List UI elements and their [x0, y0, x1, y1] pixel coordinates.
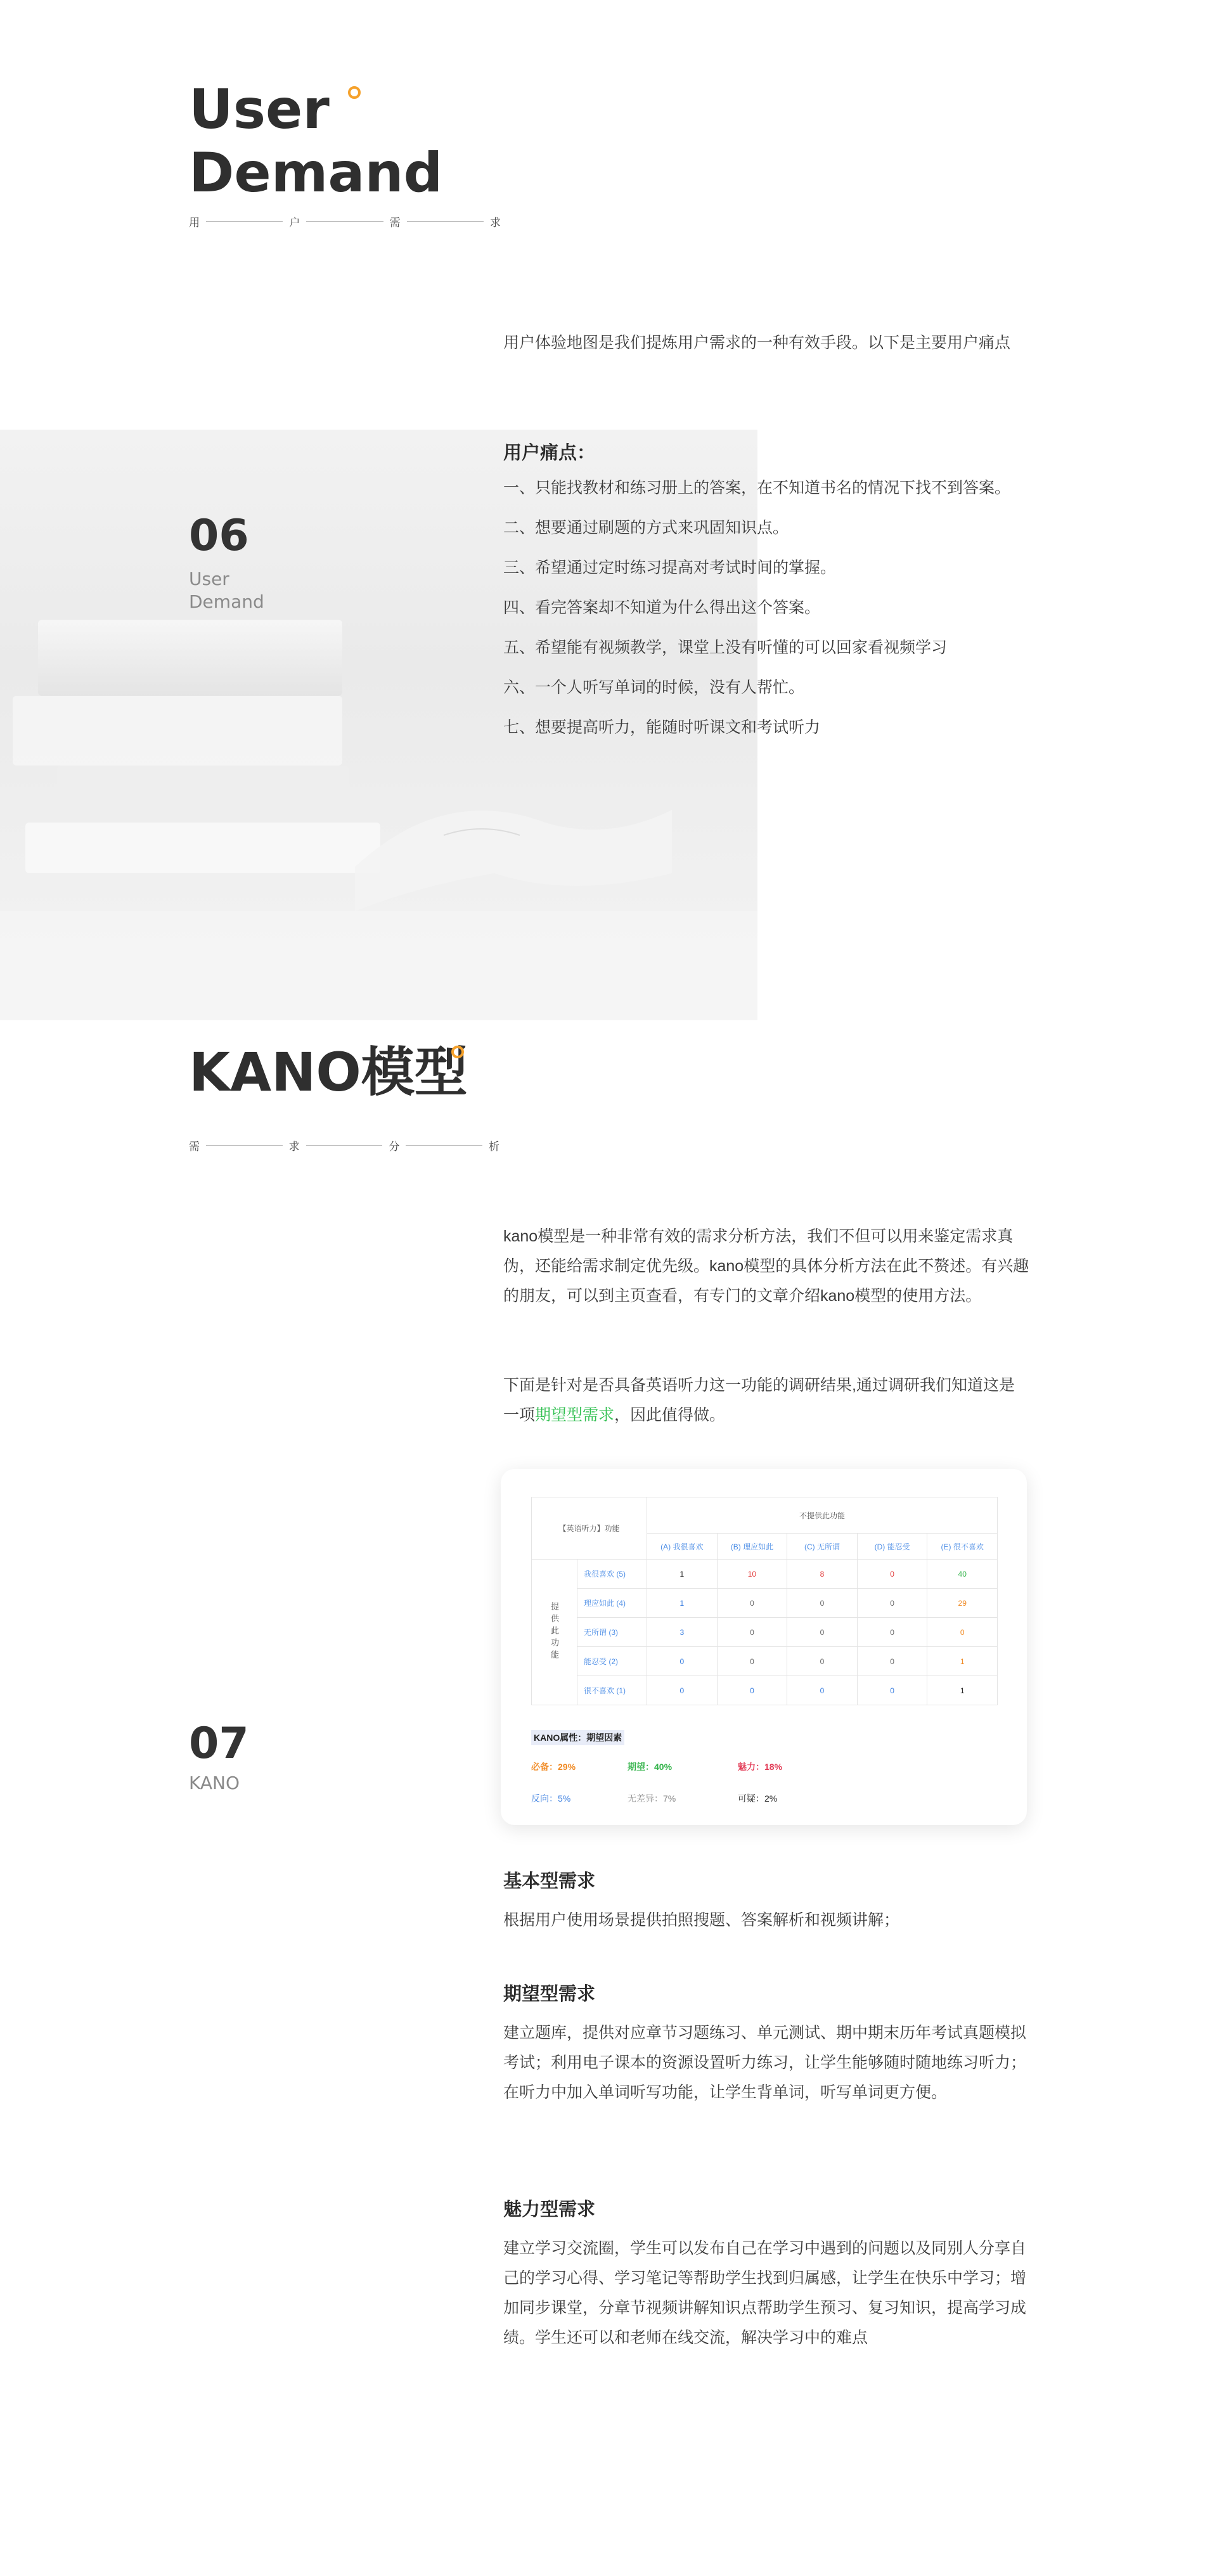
sub-char: 析 [489, 1140, 500, 1153]
table-cell: 0 [717, 1676, 787, 1705]
section-subtitle-line [189, 1137, 499, 1153]
table-cell: 0 [787, 1647, 858, 1676]
table-row-header: 理应如此 (4) [577, 1589, 647, 1618]
pain-point: 三、希望通过定时练习提高对考试时间的掌握。 [503, 559, 837, 577]
need-expected [503, 1980, 1029, 2108]
table-cell: 0 [647, 1647, 718, 1676]
pct-questionable: 可疑：2% [738, 1793, 778, 1804]
table-cell: 0 [787, 1618, 858, 1647]
kano-intro [503, 1222, 1029, 1321]
table-row-header: 能忍受 (2) [577, 1647, 647, 1676]
table-row [532, 1589, 998, 1618]
section-label: KANO [189, 1772, 240, 1793]
table-row-header: 很不喜欢 (1) [577, 1676, 647, 1705]
table-cell: 0 [717, 1647, 787, 1676]
table-col-header: (D) 能忍受 [857, 1534, 927, 1560]
table-cell: 3 [647, 1618, 718, 1647]
table-row [532, 1560, 998, 1589]
table-cell: 0 [927, 1618, 998, 1647]
need-title: 期望型需求 [503, 1984, 596, 2004]
table-row [532, 1647, 998, 1676]
section-label-line2: Demand [189, 591, 264, 612]
pain-point: 四、看完答案却不知道为什么得出这个答案。 [503, 599, 821, 617]
sub-char: 户 [289, 216, 300, 229]
table-row-header: 无所谓 (3) [577, 1618, 647, 1647]
table-side-header: 提供此功能 [532, 1560, 577, 1705]
need-basic [503, 1867, 1029, 1935]
sub-char: 用 [189, 216, 200, 229]
kano-survey-text: 下面是针对是否具备英语听力这一功能的调研结果,通过调研我们知道这是一项期望型需求，因此值得做。 [503, 1376, 1015, 1424]
table-top-header: 不提供此功能 [647, 1497, 998, 1534]
sub-char: 需 [389, 216, 401, 229]
section-title-kano: KANO模型 [189, 1041, 468, 1103]
table-row-header: 我很喜欢 (5) [577, 1560, 647, 1589]
table-col-header: (B) 理应如此 [717, 1534, 787, 1560]
kano-survey-card [501, 1469, 1027, 1825]
table-cell: 0 [787, 1589, 858, 1618]
table-cell: 1 [927, 1647, 998, 1676]
table-cell: 40 [927, 1560, 998, 1589]
table-cell: 0 [857, 1589, 927, 1618]
kano-attribute-label: KANO属性：期望因素 [531, 1730, 624, 1745]
pain-point: 七、想要提高听力，能随时听课文和考试听力 [503, 719, 821, 736]
need-text: 建立题库，提供对应章节习题练习、单元测试、期中期末历年考试真题模拟考试；利用电子课本的资源设置听力练习，让学生能够随时随地练习听力；在听力中加入单词听写功能，让学生背单词，听写单词更方便。 [503, 2024, 1027, 2101]
pct-indifferent: 无差异：7% [628, 1793, 676, 1804]
table-cell: 0 [717, 1618, 787, 1647]
pain-point: 五、希望能有视频教学，课堂上没有听懂的可以回家看视频学习 [503, 639, 948, 657]
pain-point: 一、只能找教材和练习册上的答案，在不知道书名的情况下找不到答案。 [503, 479, 1011, 497]
need-title: 基本型需求 [503, 1871, 596, 1892]
table-cell: 0 [857, 1560, 927, 1589]
table-cell: 10 [717, 1560, 787, 1589]
table-col-header: (A) 我很喜欢 [647, 1534, 718, 1560]
section-title-user: User [189, 78, 330, 141]
need-title: 魅力型需求 [503, 2200, 596, 2220]
pain-point: 二、想要通过刷题的方式来巩固知识点。 [503, 519, 789, 537]
table-cell: 1 [647, 1589, 718, 1618]
table-corner: 【英语听力】功能 [532, 1497, 647, 1560]
pct-must: 必备：29% [531, 1762, 576, 1772]
section-number: 06 [189, 511, 249, 561]
table-cell: 0 [857, 1676, 927, 1705]
table-cell: 0 [717, 1589, 787, 1618]
table-cell: 1 [647, 1560, 718, 1589]
need-attractive [503, 2195, 1029, 2353]
pct-reverse: 反向：5% [531, 1793, 571, 1804]
table-col-header: (C) 无所谓 [787, 1534, 858, 1560]
table-row [532, 1676, 998, 1705]
table-cell: 0 [787, 1676, 858, 1705]
expected-need-highlight: 期望型需求 [535, 1406, 615, 1424]
pain-point: 六、一个人听写单词的时候，没有人帮忙。 [503, 679, 805, 696]
table-cell: 1 [927, 1676, 998, 1705]
sub-char: 求 [489, 216, 501, 229]
sub-char: 求 [288, 1140, 300, 1153]
user-demand-intro [503, 328, 1029, 368]
intro-text: 用户体验地图是我们提炼用户需求的一种有效手段。以下是主要用户痛点 [503, 334, 1011, 352]
section-title-demand: Demand [189, 141, 443, 205]
accent-ring-icon [348, 86, 361, 99]
section-number: 07 [189, 1719, 249, 1769]
table-cell: 8 [787, 1560, 858, 1589]
section-label-line1: User [189, 568, 229, 589]
pct-expected: 期望：40% [628, 1762, 673, 1772]
sub-char: 需 [189, 1140, 200, 1153]
pct-attractive: 魅力：18% [738, 1762, 783, 1772]
table-cell: 0 [647, 1676, 718, 1705]
sub-char: 分 [389, 1140, 400, 1153]
pain-points-title: 用户痛点： [503, 443, 596, 463]
table-cell: 0 [857, 1618, 927, 1647]
kano-intro-text: kano模型是一种非常有效的需求分析方法，我们不但可以用来鉴定需求真伪，还能给需求制定优先级。kano模型的具体分析方法在此不赘述。有兴趣的朋友，可以到主页查看，有专门的文章介绍kano模型的使用方法。 [503, 1227, 1029, 1305]
table-cell: 29 [927, 1589, 998, 1618]
table-col-header: (E) 很不喜欢 [927, 1534, 998, 1560]
section-subtitle-line [189, 214, 501, 229]
need-text: 建立学习交流圈，学生可以发布自己在学习中遇到的问题以及同别人分享自己的学习心得、学习笔记等帮助学生找到归属感，让学生在快乐中学习；增加同步课堂，分章节视频讲解知识点帮助学生预习、复习知识，提高学习成绩。学生还可以和老师在线交流，解决学习中的难点 [503, 2240, 1027, 2347]
accent-ring-icon [451, 1046, 464, 1058]
kano-survey [503, 1371, 1029, 1440]
kano-table [531, 1497, 998, 1705]
pain-points-block [503, 439, 1029, 743]
table-cell: 0 [857, 1647, 927, 1676]
need-text: 根据用户使用场景提供拍照搜题、答案解析和视频讲解； [503, 1911, 900, 1929]
table-row [532, 1618, 998, 1647]
